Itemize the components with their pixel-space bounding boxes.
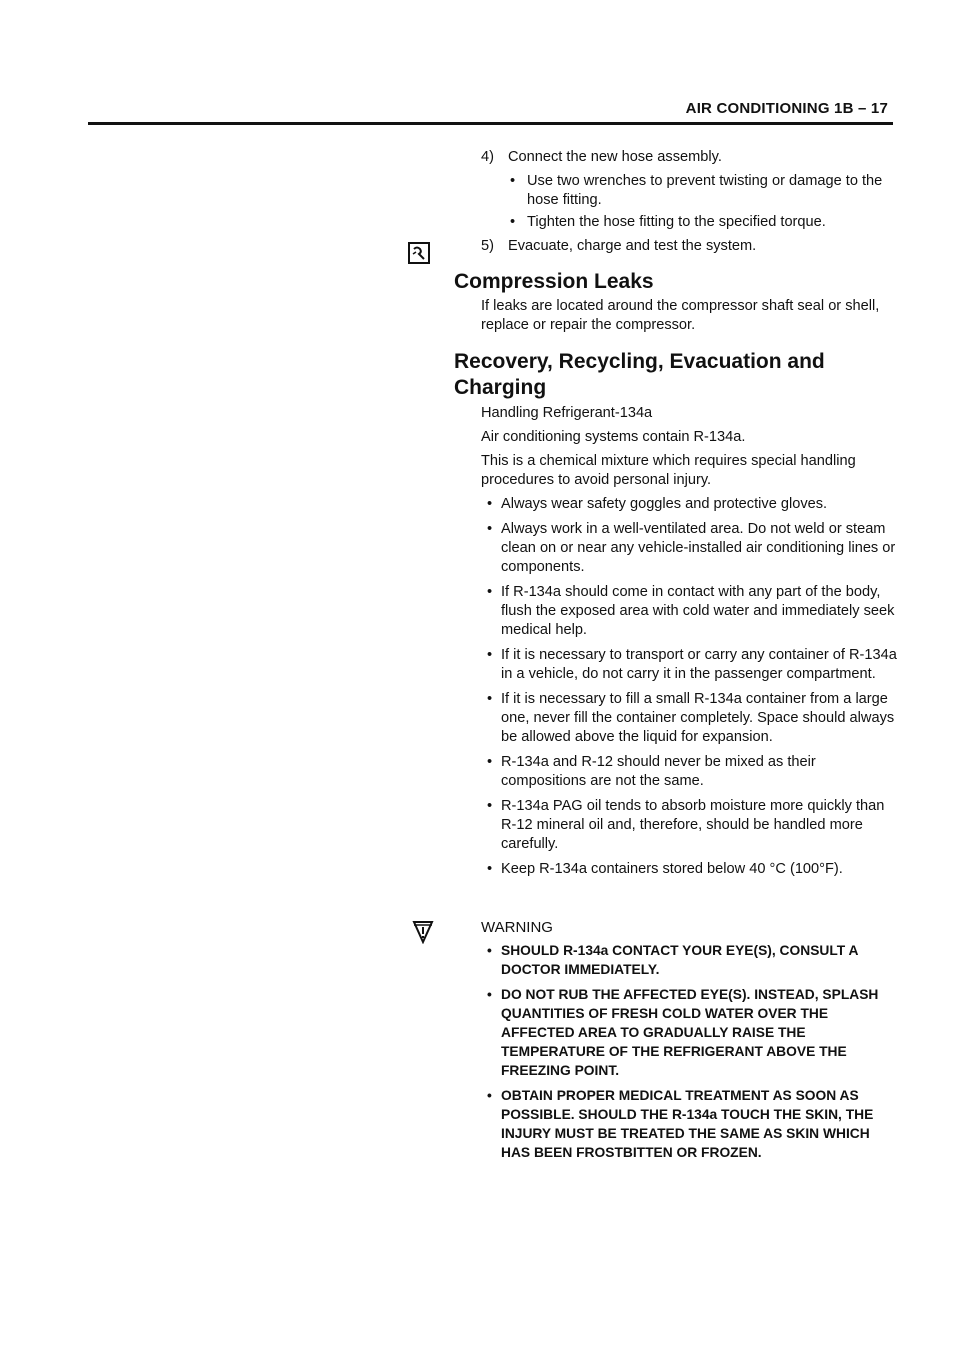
list-item	[481, 860, 899, 879]
paragraph: Air conditioning systems contain R-134a.	[481, 429, 746, 445]
list-item	[481, 646, 899, 684]
header-rule	[88, 122, 893, 125]
list-item	[481, 520, 899, 577]
step-4	[454, 148, 899, 167]
torque-wrench-icon	[408, 242, 430, 269]
list-item	[481, 753, 899, 791]
step-number: 4)	[481, 149, 494, 165]
section-heading: Recovery, Recycling, Evacuation and Charging	[454, 350, 825, 399]
step-text: Connect the new hose assembly.	[508, 149, 722, 165]
page-header: AIR CONDITIONING 1B – 17	[685, 100, 888, 117]
bullet-icon: •	[487, 987, 492, 1002]
list-item-text: Tighten the hose fitting to the specified torque.	[527, 214, 826, 230]
section-body: If leaks are located around the compressor shaft seal or shell, replace or repair the compressor.	[481, 298, 880, 333]
list-item-text: If R-134a should come in contact with any part of the body, flush the exposed area with cold water and immediately seek medical help.	[501, 584, 895, 638]
list-item-text: DO NOT RUB THE AFFECTED EYE(S). INSTEAD, SPLASH QUANTITIES OF FRESH COLD WATER OVER THE AFFECTED AREA TO GRADUALLY RAISE THE TEMPERATURE OF THE REFRIGERANT ABOVE THE FREEZING POINT.	[501, 987, 879, 1078]
step-number: 5)	[481, 238, 494, 254]
bullet-icon: •	[487, 496, 493, 512]
bullet-icon: •	[487, 754, 493, 770]
list-item	[481, 941, 899, 979]
list-item-text: Use two wrenches to prevent twisting or damage to the hose fitting.	[527, 173, 883, 208]
list-item	[481, 985, 899, 1080]
list-item	[481, 690, 899, 747]
bullet-icon: •	[487, 861, 493, 877]
list-item-text: Keep R-134a containers stored below 40 °C (100°F).	[501, 861, 843, 877]
list-item	[481, 797, 899, 854]
list-item-text: SHOULD R-134a CONTACT YOUR EYE(S), CONSULT A DOCTOR IMMEDIATELY.	[501, 943, 858, 977]
warning-section	[454, 918, 899, 1168]
warning-icon	[412, 920, 434, 949]
list-item	[454, 172, 899, 210]
list-item	[481, 495, 899, 514]
step-5	[454, 237, 899, 256]
bullet-icon: •	[487, 1088, 492, 1103]
safety-list	[454, 495, 899, 879]
paragraph: Handling Refrigerant-134a	[481, 405, 653, 421]
list-item-text: Always work in a well-ventilated area. Do not weld or steam clean on or near any vehicle-installed air conditioning lines or components.	[501, 521, 896, 575]
step-text: Evacuate, charge and test the system.	[508, 238, 757, 254]
list-item-text: OBTAIN PROPER MEDICAL TREATMENT AS SOON AS POSSIBLE. SHOULD THE R-134a TOUCH THE SKIN, THE INJURY MUST BE TREATED THE SAME AS SKIN WHICH HAS BEEN FROSTBITTEN OR FROZEN.	[501, 1088, 874, 1160]
bullet-icon: •	[487, 584, 493, 600]
compression-section	[454, 270, 899, 340]
list-item-text: If it is necessary to transport or carry any container of R-134a in a vehicle, do not carry it in the passenger compartment.	[501, 647, 897, 682]
list-item-text: R-134a and R-12 should never be mixed as their compositions are not the same.	[501, 754, 816, 789]
warning-list	[454, 941, 899, 1162]
list-item	[481, 583, 899, 640]
list-item-text: If it is necessary to fill a small R-134a container from a large one, never fill the container completely. Space should always be allowed above the liquid for expansion.	[501, 691, 895, 745]
recovery-section	[454, 349, 899, 885]
bullet-icon: •	[510, 214, 516, 230]
bullet-icon: •	[487, 798, 493, 814]
list-item-text: Always wear safety goggles and protective gloves.	[501, 496, 828, 512]
steps-section	[454, 148, 899, 261]
list-item	[481, 1086, 899, 1162]
paragraph: This is a chemical mixture which requires special handling procedures to avoid personal injury.	[481, 453, 856, 488]
list-item-text: R-134a PAG oil tends to absorb moisture more quickly than R-12 mineral oil and, therefore, should be handled more carefully.	[501, 798, 885, 852]
bullet-icon: •	[487, 691, 493, 707]
bullet-icon: •	[487, 647, 493, 663]
section-heading: Compression Leaks	[454, 270, 654, 293]
list-item	[454, 213, 899, 232]
warning-title: WARNING	[481, 919, 553, 936]
bullet-icon: •	[510, 173, 516, 189]
bullet-icon: •	[487, 943, 492, 958]
bullet-icon: •	[487, 521, 493, 537]
